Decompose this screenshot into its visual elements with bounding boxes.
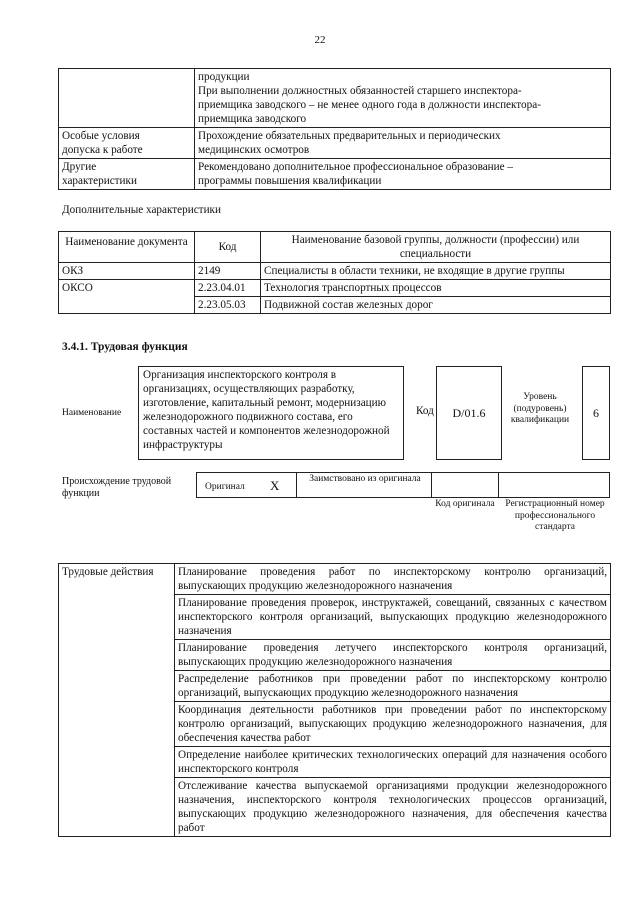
action-item: Определение наиболее критических технологических операций для назначения особого инспекторского контроля	[175, 747, 611, 778]
additional-heading: Дополнительные характеристики	[62, 204, 221, 216]
table-row	[59, 69, 611, 128]
code-cell: 2.23.05.03	[195, 297, 261, 314]
value-line: Рекомендовано дополнительное профессиональное образование –	[198, 161, 513, 173]
section-title: 3.4.1. Трудовая функция	[62, 341, 188, 353]
value-line: программы повышения квалификации	[198, 175, 382, 187]
origin-label: Происхождение трудовой функции	[62, 476, 172, 499]
name-cell: Технология транспортных процессов	[261, 280, 611, 297]
label-line: Особые условия	[62, 130, 140, 142]
action-item: Планирование проведения летучего инспекторского контроля организаций, выпускающих продукцию железнодорожного назначения	[175, 640, 611, 671]
original-mark: X	[270, 478, 280, 493]
name-cell: Специалисты в области техники, не входящие в другие группы	[261, 263, 611, 280]
row-label	[59, 69, 195, 128]
action-item: Планирование проведения проверок, инструктажей, совещаний, связанных с качеством инспекторского контроля организаций, выпускающих продукцию железнодорожного назначения	[175, 595, 611, 640]
name-cell: Подвижной состав железных дорог	[261, 297, 611, 314]
doc-cell: ОКЗ	[59, 263, 195, 280]
actions-label: Трудовые действия	[59, 564, 175, 837]
row-value	[195, 159, 611, 190]
qualification-level: 6	[582, 366, 610, 460]
function-name: Организация инспекторского контроля в организациях, осуществляющих разработку, изготовление, капитальный ремонт, модернизацию железнодорожного подвижного состава, его составных частей и компонентов железнодорожной инфраструктуры	[138, 366, 404, 460]
value-line: медицинских осмотров	[198, 144, 310, 156]
header-code: Код	[195, 232, 261, 263]
table-row	[59, 128, 611, 159]
table-row	[59, 159, 611, 190]
header-document: Наименование документа	[59, 232, 195, 263]
labor-actions-table	[58, 563, 611, 837]
row-label	[59, 128, 195, 159]
original-label: Оригинал	[205, 482, 245, 492]
origin-code-box	[431, 472, 499, 498]
label-line: допуска к работе	[62, 144, 143, 156]
action-item: Координация деятельности работников при проведении работ по инспекторскому контролю организаций, выпускающих продукцию железнодорожного назначения, для обеспечения качества работ	[175, 702, 611, 747]
reg-number-box	[498, 472, 610, 498]
action-item: Распределение работников при проведении работ по инспекторскому контролю организаций, выпускающих продукцию железнодорожного назначения	[175, 671, 611, 702]
value-line: Прохождение обязательных предварительных и периодических	[198, 130, 501, 142]
code-cell: 2149	[195, 263, 261, 280]
value-line: продукции	[198, 71, 250, 83]
name-label: Наименование	[62, 408, 122, 418]
level-label: Уровень (подуровень) квалификации	[510, 392, 570, 425]
row-value	[195, 128, 611, 159]
header-name: Наименование базовой группы, должности (профессии) или специальности	[261, 232, 611, 263]
table-row	[59, 280, 611, 297]
value-line: приемщика заводского	[198, 113, 307, 125]
additional-table	[58, 231, 611, 314]
reg-caption: Регистрационный номер профессионального стандарта	[505, 499, 605, 532]
code-caption: Код оригинала	[435, 499, 495, 509]
origin-divider	[296, 472, 297, 498]
doc-cell: ОКСО	[59, 280, 195, 314]
value-line: приемщика заводского – не менее одного года в должности инспектора-	[198, 99, 541, 111]
table-header-row	[59, 232, 611, 263]
borrowed-label: Заимствовано из оригинала	[309, 474, 421, 484]
function-code: D/01.6	[436, 366, 502, 460]
table-row	[59, 564, 611, 595]
action-item: Планирование проведения работ по инспекторскому контролю организаций, выпускающих продукцию железнодорожного назначения	[175, 564, 611, 595]
label-line: Другие	[62, 161, 97, 173]
row-label	[59, 159, 195, 190]
code-label: Код	[416, 405, 434, 417]
qualification-table	[58, 68, 611, 190]
label-line: характеристики	[62, 175, 137, 187]
table-row	[59, 263, 611, 280]
row-value	[195, 69, 611, 128]
action-item: Отслеживание качества выпускаемой организациями продукции железнодорожного назначения, инспекторского контроля технологических процессов организаций, выпускающих продукцию железнодорожного назначения, для обеспечения качества работ	[175, 778, 611, 837]
code-cell: 2.23.04.01	[195, 280, 261, 297]
page-number: 22	[314, 34, 326, 46]
value-line: При выполнении должностных обязанностей старшего инспектора-	[198, 85, 522, 97]
